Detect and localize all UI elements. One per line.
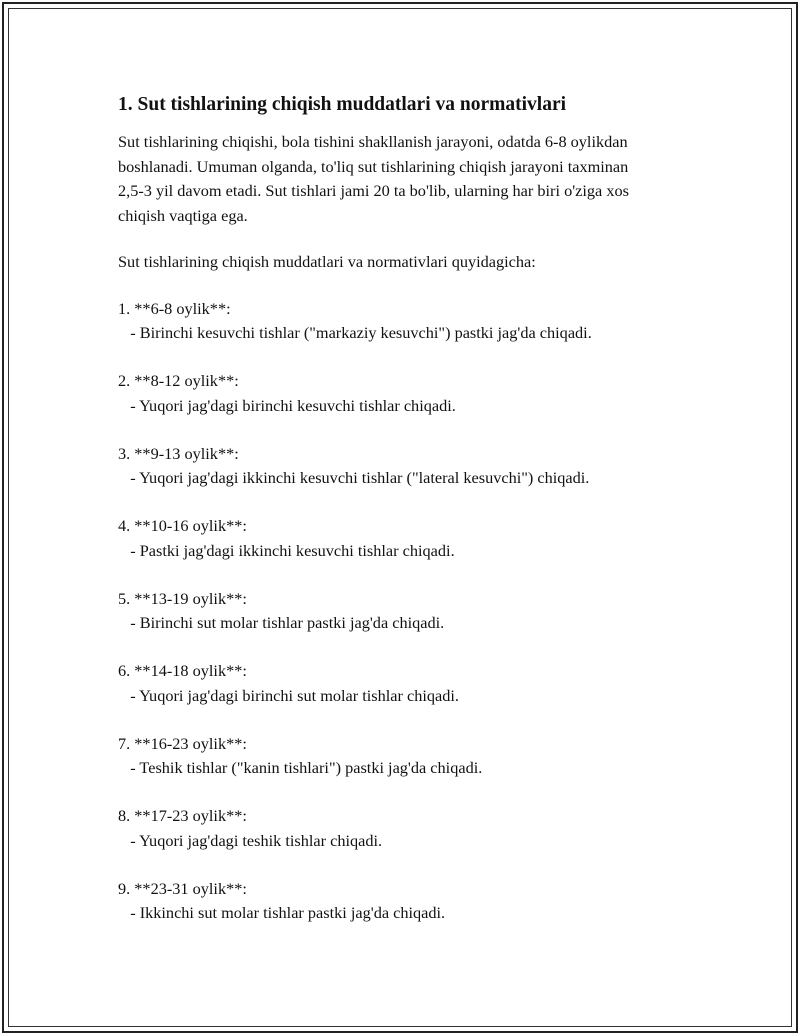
- list-item: [118, 297, 678, 346]
- list-item-title: 8. **17-23 oylik**:: [118, 806, 247, 825]
- list-item: [118, 659, 678, 708]
- list-item-description: - Yuqori jag'dagi teshik tishlar chiqadi.: [118, 830, 383, 850]
- list-item: [118, 514, 678, 563]
- list-item: [118, 804, 678, 853]
- list-item-description: - Pastki jag'dagi ikkinchi kesuvchi tishlar chiqadi.: [118, 540, 455, 560]
- list-item-description: - Teshik tishlar ("kanin tishlari") pastki jag'da chiqadi.: [118, 758, 483, 777]
- list-item-title: 2. **8-12 oylik**:: [118, 371, 239, 390]
- list-item-description: - Yuqori jag'dagi ikkinchi kesuvchi tishlar ("lateral kesuvchi") chiqadi.: [118, 468, 590, 487]
- list-item-title: 3. **9-13 oylik**:: [118, 443, 239, 463]
- list-item-title: 4. **10-16 oylik**:: [118, 516, 247, 535]
- intro-paragraph: Sut tishlarining chiqishi, bola tishini shakllanish jarayoni, odatda 6-8 oylikdan boshlanadi. Umuman olganda, to'liq sut tishlarining chiqish jarayoni taxminan 2,5-3 yil davom etadi. Sut tishlari jami 20 ta bo'lib, ularning har biri o'ziga xos chiqish vaqtiga ega.: [118, 132, 629, 225]
- list-item-description: - Yuqori jag'dagi birinchi sut molar tishlar chiqadi.: [118, 685, 459, 705]
- list-item-title: 1. **6-8 oylik**:: [118, 298, 231, 318]
- list-item-description: - Birinchi sut molar tishlar pastki jag'da chiqadi.: [118, 613, 445, 632]
- list-item-description: - Yuqori jag'dagi birinchi kesuvchi tishlar chiqadi.: [118, 395, 456, 415]
- list-item-title: 7. **16-23 oylik**:: [118, 733, 247, 753]
- list-item-title: 9. **23-31 oylik**:: [118, 878, 247, 898]
- list-item-description: - Ikkinchi sut molar tishlar pastki jag'da chiqadi.: [118, 903, 446, 922]
- eruption-list: [118, 297, 678, 926]
- list-item: [118, 442, 678, 491]
- section-heading: 1. Sut tishlarining chiqish muddatlari va normativlari: [118, 94, 567, 115]
- list-item: [118, 877, 678, 926]
- lead-paragraph: Sut tishlarining chiqish muddatlari va normativlari quyidagicha:: [118, 252, 536, 271]
- list-item-description: - Birinchi kesuvchi tishlar ("markaziy kesuvchi") pastki jag'da chiqadi.: [118, 323, 592, 342]
- list-item: [118, 369, 678, 418]
- document-body: [118, 92, 678, 949]
- list-item: [118, 732, 678, 781]
- list-item: [118, 587, 678, 636]
- list-item-title: 5. **13-19 oylik**:: [118, 588, 247, 608]
- list-item-title: 6. **14-18 oylik**:: [118, 661, 247, 680]
